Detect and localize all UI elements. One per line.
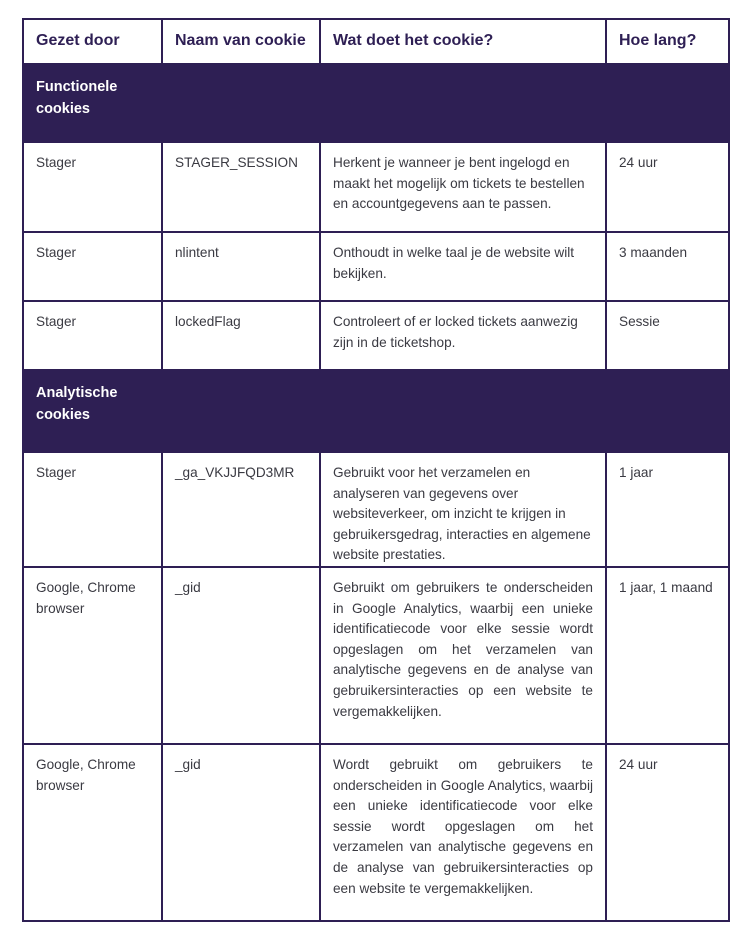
- cell-cookie-name: nlintent: [162, 232, 320, 301]
- cell-purpose: Onthoudt in welke taal je de website wilt bekijken.: [320, 232, 606, 301]
- table-row: [23, 232, 729, 301]
- table-row: [23, 567, 729, 744]
- cell-cookie-name: lockedFlag: [162, 301, 320, 370]
- section-row-functional: [23, 64, 729, 142]
- cell-set-by: Stager: [23, 232, 162, 301]
- header-cookie-name: Naam van cookie: [162, 19, 320, 64]
- header-purpose: Wat doet het cookie?: [320, 19, 606, 64]
- cell-purpose: Gebruikt om gebruikers te onderscheiden in Google Analytics, waarbij een unieke identificatiecode voor elke sessie wordt opgeslagen om het verzamelen van analytische gegevens en de analyse van gebruikersinteracties op een website te vergemakkelijken.: [320, 567, 606, 744]
- cell-cookie-name: _gid: [162, 567, 320, 744]
- cell-set-by: Stager: [23, 452, 162, 567]
- cell-purpose: Controleert of er locked tickets aanwezig zijn in de ticketshop.: [320, 301, 606, 370]
- cell-set-by: Stager: [23, 301, 162, 370]
- section-title-line2: cookies: [36, 101, 90, 117]
- cell-cookie-name: _ga_VKJJFQD3MR: [162, 452, 320, 567]
- table-row: [23, 301, 729, 370]
- cell-duration: 24 uur: [606, 142, 729, 232]
- table-row: [23, 142, 729, 232]
- section-row-analytics: [23, 370, 729, 452]
- cell-duration: 1 jaar: [606, 452, 729, 567]
- cell-purpose: Gebruikt voor het verzamelen en analyseren van gegevens over websiteverkeer, om inzicht te krijgen in gebruikersgedrag, interacties en algemene website prestaties.: [320, 452, 606, 567]
- header-duration: Hoe lang?: [606, 19, 729, 64]
- cookie-table: [22, 18, 730, 922]
- section-fill: [162, 64, 729, 142]
- cell-cookie-name: _gid: [162, 744, 320, 921]
- header-set-by: Gezet door: [23, 19, 162, 64]
- cell-set-by: Google, Chrome browser: [23, 567, 162, 744]
- cell-duration: 1 jaar, 1 maand: [606, 567, 729, 744]
- table-row: [23, 452, 729, 567]
- cell-duration: Sessie: [606, 301, 729, 370]
- cell-purpose: Wordt gebruikt om gebruikers te onderscheiden in Google Analytics, waarbij een unieke identificatiecode voor elke sessie wordt opgeslagen om het verzamelen van analytische gegevens en de analyse van gebruikersinteracties op een website te vergemakkelijken.: [320, 744, 606, 921]
- cell-duration: 3 maanden: [606, 232, 729, 301]
- section-title-line1: Analytische: [36, 385, 118, 401]
- section-fill: [162, 370, 729, 452]
- section-title-line2: cookies: [36, 407, 90, 423]
- header-row: [23, 19, 729, 64]
- cell-duration: 24 uur: [606, 744, 729, 921]
- cell-cookie-name: STAGER_SESSION: [162, 142, 320, 232]
- table-row: [23, 744, 729, 921]
- section-title-functional: [23, 64, 162, 142]
- section-title-analytics: [23, 370, 162, 452]
- section-title-line1: Functionele: [36, 79, 118, 95]
- cell-set-by: Google, Chrome browser: [23, 744, 162, 921]
- cell-set-by: Stager: [23, 142, 162, 232]
- cell-purpose: Herkent je wanneer je bent ingelogd en maakt het mogelijk om tickets te bestellen en accountgegevens aan te passen.: [320, 142, 606, 232]
